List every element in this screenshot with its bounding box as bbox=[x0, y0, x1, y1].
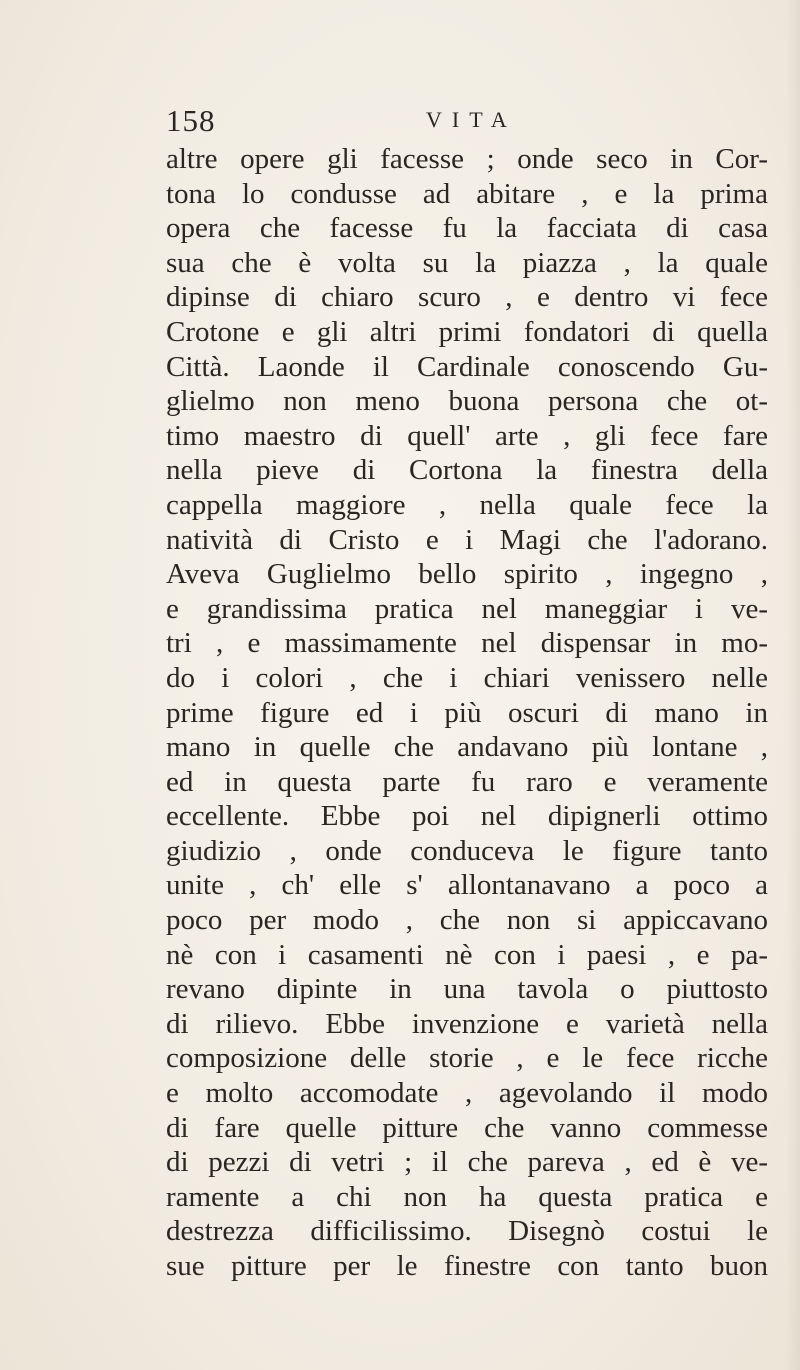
text-line: e grandissima pratica nel maneggiar i ve- bbox=[166, 592, 768, 625]
text-line: unite , ch' elle s' allontanavano a poco a bbox=[166, 869, 768, 902]
text-line: opera che facesse fu la facciata di casa bbox=[166, 212, 768, 245]
running-title: VITA bbox=[426, 107, 517, 132]
text-line: timo maestro di quell' arte , gli fece fare bbox=[166, 419, 768, 452]
text-line: e molto accomodate , agevolando il modo bbox=[166, 1077, 768, 1110]
text-line: do i colori , che i chiari venissero nelle bbox=[166, 661, 768, 694]
text-line: Crotone e gli altri primi fondatori di quella bbox=[166, 315, 768, 348]
text-line: ed in questa parte fu raro e veramente bbox=[166, 765, 768, 798]
text-line: di fare quelle pitture che vanno commesse bbox=[166, 1111, 768, 1144]
text-line: mano in quelle che andavano più lontane , bbox=[166, 731, 768, 764]
text-line: dipinse di chiaro scuro , e dentro vi fece bbox=[166, 281, 768, 314]
text-line: natività di Cristo e i Magi che l'adorano. bbox=[166, 523, 768, 556]
text-line: ramente a chi non ha questa pratica e bbox=[166, 1180, 768, 1213]
running-head bbox=[166, 103, 800, 143]
text-line: destrezza difficilissimo. Disegnò costui le bbox=[166, 1215, 768, 1248]
text-line: nè con i casamenti nè con i paesi , e pa- bbox=[166, 938, 768, 971]
text-line: cappella maggiore , nella quale fece la bbox=[166, 488, 768, 521]
text-line: tona lo condusse ad abitare , e la prima bbox=[166, 177, 768, 210]
text-line: eccellente. Ebbe poi nel dipignerli ottimo bbox=[166, 800, 768, 833]
text-line: giudizio , onde conduceva le figure tanto bbox=[166, 834, 768, 867]
text-line: di rilievo. Ebbe invenzione e varietà nella bbox=[166, 1007, 768, 1040]
body-text bbox=[166, 142, 768, 1284]
text-line: Città. Laonde il Cardinale conoscendo Gu- bbox=[166, 350, 768, 383]
text-line: prime figure ed i più oscuri di mano in bbox=[166, 696, 768, 729]
text-line: sua che è volta su la piazza , la quale bbox=[166, 246, 768, 279]
text-line: sue pitture per le finestre con tanto buon bbox=[166, 1250, 768, 1282]
text-line: glielmo non meno buona persona che ot- bbox=[166, 385, 768, 418]
text-line: revano dipinte in una tavola o piuttosto bbox=[166, 973, 768, 1006]
page-edge-shadow bbox=[786, 0, 800, 1370]
text-line: composizione delle storie , e le fece ricche bbox=[166, 1042, 768, 1075]
page-number: 158 bbox=[166, 103, 216, 138]
text-line: altre opere gli facesse ; onde seco in Cor- bbox=[166, 143, 768, 175]
text-line: Aveva Guglielmo bello spirito , ingegno , bbox=[166, 558, 768, 591]
text-line: nella pieve di Cortona la finestra della bbox=[166, 454, 768, 487]
text-line: poco per modo , che non si appiccavano bbox=[166, 904, 768, 937]
text-line: di pezzi di vetri ; il che pareva , ed è ve- bbox=[166, 1146, 768, 1179]
text-line: tri , e massimamente nel dispensar in mo- bbox=[166, 627, 768, 660]
